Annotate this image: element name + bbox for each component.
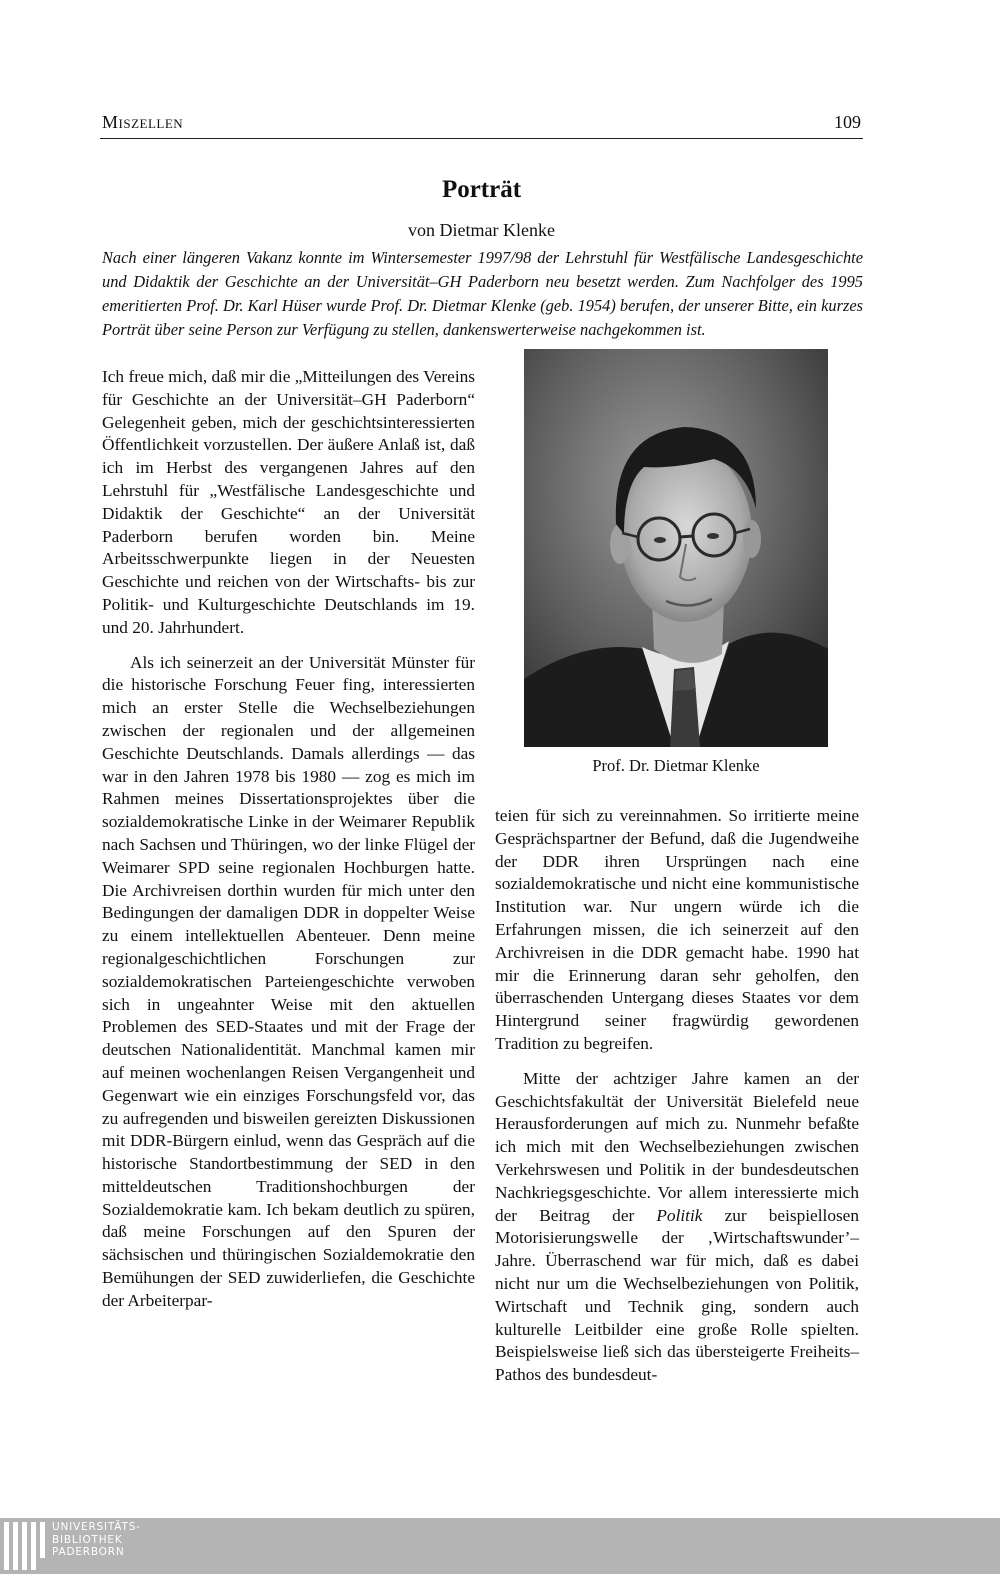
editorial-intro: Nach einer längeren Vakanz konnte im Wintersemester 1997/98 der Lehrstuhl für Westfälische Landesgeschichte und Didaktik der Geschichte an der Universität–GH Paderborn neu besetzt werden. Zum Nachfolger des 1995 emeritierten Prof. Dr. Karl Hüser wurde Prof. Dr. Dietmar Klenke (geb. 1954) berufen, der unserer Bitte, ein kurzes Porträt über seine Person zur Verfügung zu stellen, dankenswerterweise nachgekommen ist. <box>102 248 863 339</box>
portrait-photo <box>524 349 828 747</box>
library-name-line: UNIVERSITÄTS- <box>52 1521 141 1533</box>
running-head <box>100 110 863 139</box>
page-number: 109 <box>834 112 861 132</box>
paragraph-text: Mitte der achtziger Jahre kamen an der Geschichtsfakultät der Universität Bielefeld neue Herausforderungen auf mich zu. Nunmehr befaßte ich mich mit den Wechselbeziehungen zwischen Verkehrswesen und Politik in der bundesdeutschen Nachkriegsgeschichte. Vor allem interessierte mich der Beitrag der <box>495 1068 859 1225</box>
library-logo-icon <box>4 1518 48 1574</box>
emphasis-text: Politik <box>656 1205 703 1225</box>
paragraph: Als ich seinerzeit an der Universität Münster für die historische Forschung Feuer fing, interessierten mich an erster Stelle die Wechselbeziehungen zwischen der regionalen und der allgemeinen Geschichte Deutschlands. Damals allerdings — das war in den Jahren 1978 bis 1980 — zog es mich im Rahmen meines Dissertationsprojektes über die sozialdemokratische Linke in der Weimarer Republik nach Sachsen und Thüringen, wo der linke Flügel der Weimarer SPD seine regionalen Hochburgen hatte. Die Archivreisen dorthin wurden für mich unter den Bedingungen der damaligen DDR in doppelter Weise zu einem intellektuellen Abenteuer. Denn meine regionalgeschichtlichen Forschungen zur sozialdemokratischen Parteiengeschichte verwoben sich in ungeahnter Weise mit den aktuellen Problemen des SED-Staates und mit der Frage der deutschen Nationalidentität. Manchmal kamen mir auf meinen wochenlangen Reisen Vergangenheit und Gegenwart wie ein einziges Forschungsfeld vor, das zu aufregenden und bisweilen gereizten Diskussionen mit DDR-Bürgern einlud, wenn das Gespräch auf die historische Standortbestimmung der SED in den mitteldeutschen Traditionshochburgen der Sozialdemokratie kam. Ich bekam deutlich zu spüren, daß meine Forschungen auf den Spuren der sächsischen und thüringischen Sozialdemokratie den Bemühungen der SED zuwiderliefen, die Geschichte der Arbeiterpar- <box>102 652 475 1310</box>
library-name-line: BIBLIOTHEK <box>52 1533 123 1546</box>
library-name-line: PADERBORN <box>52 1546 125 1558</box>
text-column-left <box>102 366 475 1313</box>
paragraph-text: zur beispiellosen Motorisierungswelle der ‚Wirtschaftswunder’–Jahre. Überraschend war für mich, daß es dabei nicht nur um die Wechselbeziehungen von Politik, Wirtschaft und Technik ging, sondern auch kulturelle Leitbilder eine große Rolle spielten. Beispielsweise ließ sich das übersteigerte Freiheits–Pathos des bundesdeut- <box>495 1205 859 1385</box>
paragraph: teien für sich zu vereinnahmen. So irritierte meine Gesprächspartner der Befund, daß die Jugendweihe der DDR ihren Ursprüngen nach eine sozialdemokratische und nicht eine kommunistische Institution war. Nur ungern würde ich die Erfahrungen missen, die ich seinerzeit auf den Archivreisen in die DDR gemacht habe. 1990 hat mir die Erinnerung daran sehr geholfen, den überraschenden Untergang dieses Staates vor dem Hintergrund seiner fragwürdig gewordenen Tradition zu begreifen. <box>495 806 859 1053</box>
article-title: Porträt <box>441 176 522 203</box>
paragraph <box>495 1068 859 1387</box>
section-label: Miszellen <box>102 112 184 132</box>
library-name <box>52 1521 141 1559</box>
photo-caption: Prof. Dr. Dietmar Klenke <box>592 756 760 775</box>
library-footer <box>0 1518 1000 1574</box>
text-column-right <box>495 805 859 1387</box>
paragraph: Ich freue mich, daß mir die „Mitteilungen des Vereins für Geschichte an der Universität–GH Paderborn“ Gelegenheit geben, mich der geschichtsinteressierten Öffentlichkeit vorzustellen. Der äußere Anlaß ist, daß ich im Herbst des vergangenen Jahres auf den Lehrstuhl für „Westfälische Landesgeschichte und Didaktik der Geschichte“ an der Universität Paderborn berufen worden bin. Meine Arbeitsschwerpunkte liegen in der Neuesten Geschichte und reichen von der Wirtschafts- bis zur Politik- und Kulturgeschichte Deutschlands im 19. und 20. Jahrhundert. <box>102 367 475 637</box>
author-byline: von Dietmar Klenke <box>408 220 555 240</box>
